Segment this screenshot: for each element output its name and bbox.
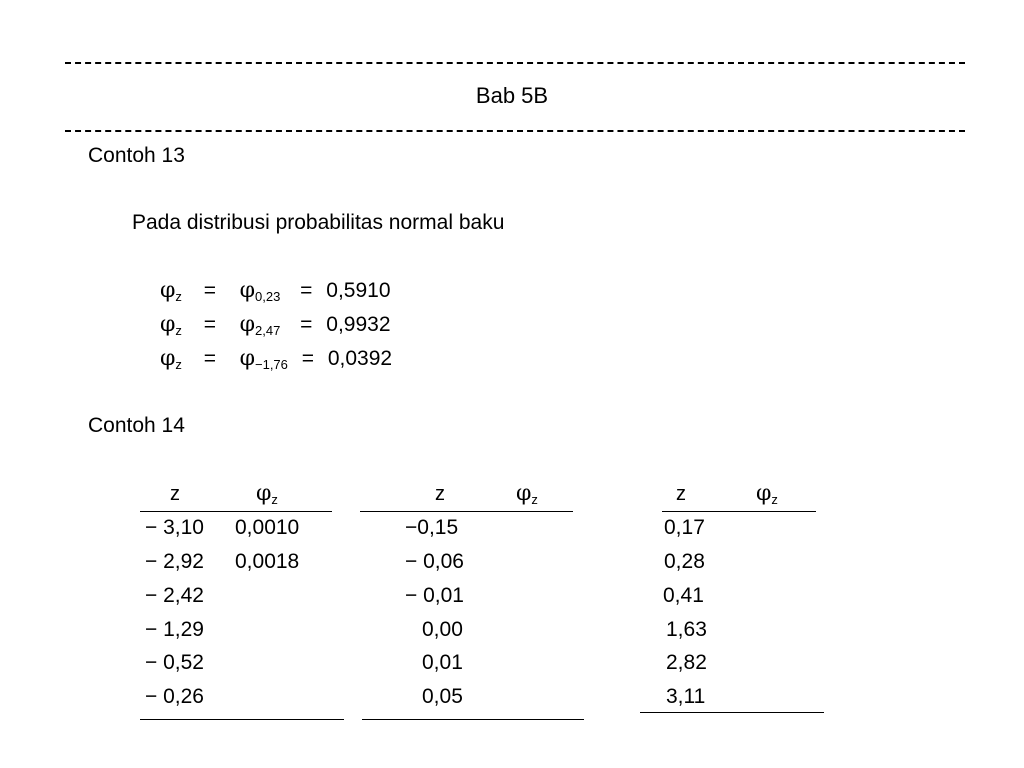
- bottom-dashed-divider: [65, 130, 965, 132]
- contoh13-intro: Pada distribusi probabilitas normal baku: [132, 211, 505, 234]
- z-cell: 0,05: [422, 685, 463, 708]
- top-dashed-divider: [65, 62, 965, 64]
- z-cell: −0,15: [405, 516, 459, 539]
- phi-symbol: φ: [239, 346, 255, 371]
- column-header-z: z: [170, 483, 180, 505]
- z-cell: − 1,29: [145, 618, 204, 641]
- equation-row-2: [160, 314, 391, 337]
- phi-subscript: z: [531, 492, 538, 507]
- phi-symbol: φ: [239, 312, 255, 337]
- column-header-phi: [256, 483, 278, 506]
- table-bottom-rule: [362, 719, 584, 720]
- equals-sign: =: [301, 347, 315, 370]
- z-cell: 2,82: [666, 651, 707, 674]
- equals-sign: =: [300, 279, 313, 302]
- phi-subscript: z: [175, 289, 182, 304]
- contoh14-heading: Contoh 14: [88, 414, 185, 437]
- equation-row-3: [160, 348, 392, 371]
- phi-subscript: 0,23: [255, 289, 281, 304]
- z-cell: 0,00: [422, 618, 463, 641]
- phi-symbol: φ: [160, 312, 176, 337]
- z-cell: − 3,10: [145, 516, 204, 539]
- z-cell: − 0,06: [405, 550, 464, 573]
- z-cell: − 0,52: [145, 651, 204, 674]
- phi-symbol: φ: [516, 481, 532, 506]
- column-header-phi: [756, 483, 778, 506]
- probability-value: 0,9932: [326, 313, 391, 336]
- phi-symbol: φ: [756, 481, 772, 506]
- z-cell: 0,41: [663, 584, 704, 607]
- phi-symbol: φ: [239, 278, 255, 303]
- phi-subscript: −1,76: [255, 357, 288, 372]
- phi-cell: 0,0018: [235, 550, 300, 573]
- table-header-rule: [140, 511, 332, 512]
- equals-sign: =: [300, 313, 313, 336]
- column-header-z: z: [676, 483, 686, 505]
- column-header-z: z: [435, 483, 445, 505]
- z-cell: 0,01: [422, 651, 463, 674]
- contoh13-heading: Contoh 13: [88, 144, 185, 167]
- phi-subscript: z: [175, 357, 182, 372]
- phi-subscript: z: [771, 492, 778, 507]
- z-cell: 1,63: [666, 618, 707, 641]
- phi-symbol: φ: [256, 481, 272, 506]
- z-cell: − 2,92: [145, 550, 204, 573]
- phi-cell: 0,0010: [235, 516, 300, 539]
- probability-value: 0,5910: [326, 279, 391, 302]
- z-cell: 3,11: [666, 685, 706, 708]
- z-cell: − 0,26: [145, 685, 204, 708]
- z-cell: 0,28: [664, 550, 705, 573]
- z-cell: 0,17: [664, 516, 705, 539]
- table-header-rule: [662, 511, 816, 512]
- phi-symbol: φ: [160, 278, 176, 303]
- z-cell: − 0,01: [405, 584, 464, 607]
- phi-subscript: z: [175, 323, 182, 338]
- table-bottom-rule: [640, 712, 824, 713]
- z-cell: − 2,42: [145, 584, 204, 607]
- probability-value: 0,0392: [327, 347, 393, 370]
- equals-sign: =: [203, 347, 217, 370]
- table-header-rule: [360, 511, 573, 512]
- phi-subscript: 2,47: [255, 323, 281, 338]
- page-title: Bab 5B: [475, 83, 549, 108]
- phi-symbol: φ: [160, 346, 176, 371]
- table-bottom-rule: [140, 719, 344, 720]
- equals-sign: =: [203, 313, 217, 336]
- phi-subscript: z: [271, 492, 278, 507]
- equals-sign: =: [203, 279, 217, 302]
- equation-row-1: [160, 280, 391, 303]
- column-header-phi: [516, 483, 538, 506]
